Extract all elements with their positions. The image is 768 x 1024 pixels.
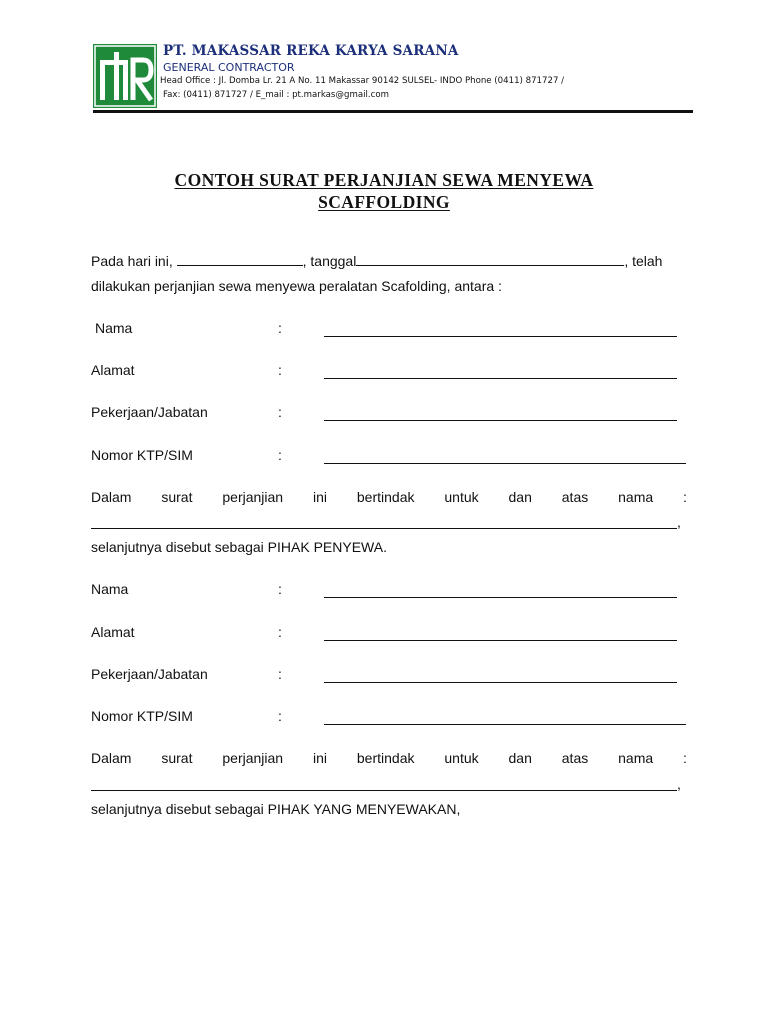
party1-address-line[interactable]: [324, 378, 677, 379]
word: untuk: [444, 489, 479, 505]
party2-job-label: Pekerjaan/Jabatan: [91, 666, 208, 682]
party1-name-label: Nama: [95, 320, 133, 336]
party1-id-line[interactable]: [324, 463, 686, 464]
company-logo: [93, 44, 157, 108]
trailing-comma: ,: [677, 514, 681, 530]
company-type: GENERAL CONTRACTOR: [163, 61, 295, 74]
party2-on-behalf-line[interactable]: [91, 790, 677, 791]
day-blank[interactable]: [177, 252, 303, 266]
word: nama: [618, 489, 654, 505]
party1-job-line[interactable]: [324, 420, 677, 421]
party2-job-line[interactable]: [324, 682, 677, 683]
word: dan: [508, 750, 532, 766]
party2-id-label: Nomor KTP/SIM: [91, 708, 193, 724]
word: bertindak: [356, 750, 415, 766]
company-contact: Fax: (0411) 871727 / E_mail : pt.markas@gmail.com: [163, 90, 389, 100]
word: Dalam: [91, 489, 132, 505]
header-divider: [93, 110, 693, 113]
word: atas: [561, 750, 589, 766]
field-colon: :: [278, 362, 282, 378]
word: ini: [312, 489, 327, 505]
intro-day-label: Pada hari ini,: [91, 253, 173, 269]
word: :: [683, 750, 687, 766]
field-colon: :: [278, 320, 282, 336]
party2-acting-line: [91, 750, 687, 766]
party1-id-label: Nomor KTP/SIM: [91, 447, 193, 463]
word: dan: [508, 489, 532, 505]
trailing-comma: ,: [677, 776, 681, 792]
field-colon: :: [278, 624, 282, 640]
intro-telah: , telah: [624, 253, 663, 269]
field-colon: :: [278, 404, 282, 420]
date-blank[interactable]: [356, 252, 624, 266]
party1-acting-line: [91, 489, 687, 505]
party1-on-behalf-line[interactable]: [91, 528, 677, 529]
party2-address-label: Alamat: [91, 624, 135, 640]
party1-address-label: Alamat: [91, 362, 135, 378]
party2-name-line[interactable]: [324, 597, 677, 598]
party1-name-line[interactable]: [324, 336, 677, 337]
word: surat: [161, 750, 193, 766]
intro-date-label: , tanggal: [302, 253, 357, 269]
intro-line-1: [91, 252, 662, 269]
party2-address-line[interactable]: [324, 640, 677, 641]
document-title: CONTOH SURAT PERJANJIAN SEWA MENYEWA: [174, 170, 594, 190]
company-name: PT. MAKASSAR REKA KARYA SARANA: [163, 43, 459, 59]
word: :: [683, 489, 687, 505]
word: atas: [561, 489, 589, 505]
field-colon: :: [278, 447, 282, 463]
company-address: Head Office : Jl. Domba Lr. 21 A No. 11 Makassar 90142 SULSEL- INDO Phone (0411) 871727 /: [160, 76, 565, 86]
word: perjanjian: [222, 489, 284, 505]
intro-line-2: dilakukan perjanjian sewa menyewa peralatan Scafolding, antara :: [91, 278, 502, 294]
word: bertindak: [356, 489, 415, 505]
word: nama: [618, 750, 654, 766]
party1-job-label: Pekerjaan/Jabatan: [91, 404, 208, 420]
party2-id-line[interactable]: [324, 724, 686, 725]
party1-designation: selanjutnya disebut sebagai PIHAK PENYEWA.: [91, 539, 387, 555]
field-colon: :: [278, 708, 282, 724]
word: untuk: [444, 750, 479, 766]
word: perjanjian: [222, 750, 284, 766]
field-colon: :: [278, 581, 282, 597]
party2-designation: selanjutnya disebut sebagai PIHAK YANG MENYEWAKAN,: [91, 801, 461, 817]
word: ini: [312, 750, 327, 766]
word: surat: [161, 489, 193, 505]
word: Dalam: [91, 750, 132, 766]
party2-name-label: Nama: [91, 581, 129, 597]
document-subtitle: SCAFFOLDING: [318, 192, 450, 212]
field-colon: :: [278, 666, 282, 682]
